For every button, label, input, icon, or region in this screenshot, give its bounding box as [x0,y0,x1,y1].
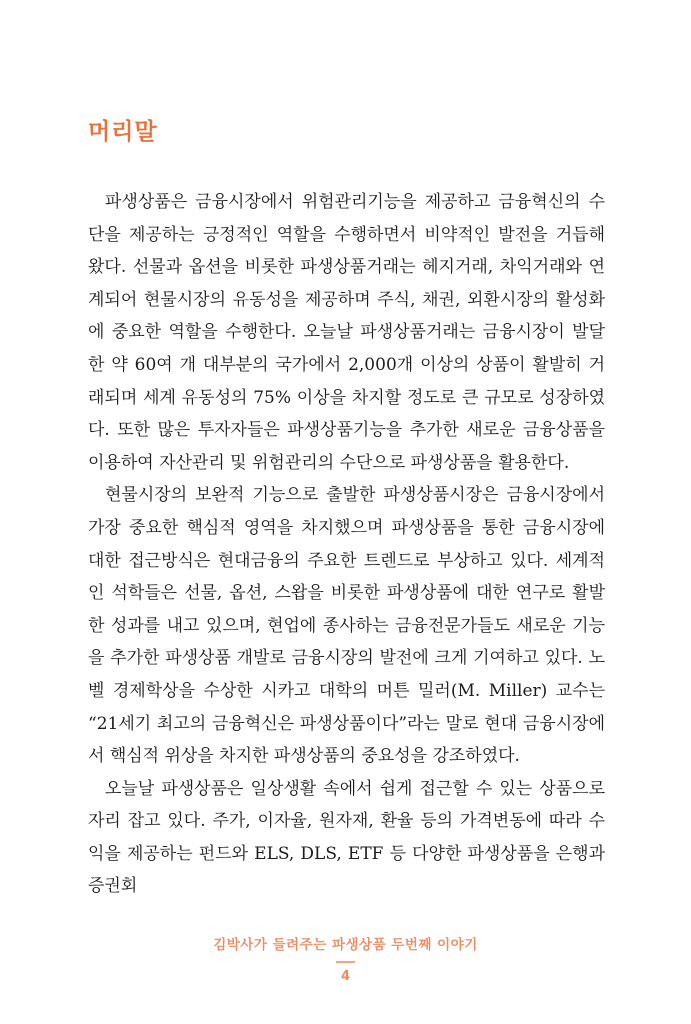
page-footer [0,933,691,984]
body-paragraph: 현물시장의 보완적 기능으로 출발한 파생상품시장은 금융시장에서 가장 중요한 핵심적 영역을 차지했으며 파생상품을 통한 금융시장에 대한 접근방식은 현대금융의 주요한 트렌드로 부상하고 있다. 세계적인 석학들은 선물, 옵션, 스왑을 비롯한 파생상품에 대한 연구로 활발한 성과를 내고 있으며, 현업에 종사하는 금융전문가들도 새로운 기능을 추가한 파생상품 개발로 금융시장의 발전에 크게 기여하고 있다. 노벨 경제학상을 수상한 시카고 대학의 머튼 밀러(M. Miller) 교수는 “21세기 최고의 금융혁신은 파생상품이다”라는 말로 현대 금융시장에서 핵심적 위상을 차지한 파생상품의 중요성을 강조하였다. [88,485,605,767]
body-paragraph: 오늘날 파생상품은 일상생활 속에서 쉽게 접근할 수 있는 상품으로 자리 잡고 있다. 주가, 이자율, 원자재, 환율 등의 가격변동에 따라 수익을 제공하는 펀드와 ELS, DLS, ETF 등 다양한 파생상품을 은행과 증권회 [88,778,605,897]
body-text [88,186,605,903]
footer-book-title: 김박사가 들려주는 파생상품 두번째 이야기 [213,937,478,953]
body-paragraph: 파생상품은 금융시장에서 위험관리기능을 제공하고 금융혁신의 수단을 제공하는 긍정적인 역할을 수행하면서 비약적인 발전을 거듭해 왔다. 선물과 옵션을 비롯한 파생상품거래는 헤지거래, 차익거래와 연계되어 현물시장의 유동성을 제공하며 주식, 채권, 외환시장의 활성화에 중요한 역할을 수행한다. 오늘날 파생상품거래는 금융시장이 발달한 약 60여 개 대부분의 국가에서 2,000개 이상의 상품이 활발히 거래되며 세계 유동성의 75% 이상을 차지할 정도로 큰 규모로 성장하였다. 또한 많은 투자자들은 파생상품기능을 추가한 새로운 금융상품을 이용하여 자산관리 및 위험관리의 수단으로 파생상품을 활용한다. [88,192,605,473]
page-title: 머리말 [88,119,158,145]
page-number: 4 [340,969,351,984]
footer-divider [336,961,355,963]
